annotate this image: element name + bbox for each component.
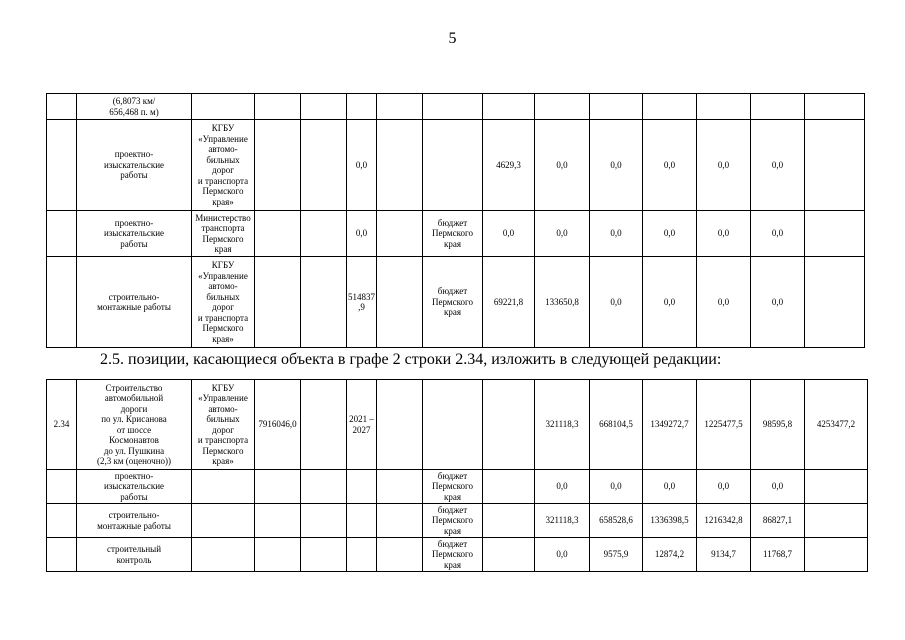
table-cell-c9: 4629,3 xyxy=(483,120,535,211)
table-cell-c10 xyxy=(535,94,590,120)
table-cell-num xyxy=(47,538,77,572)
table-cell-c4 xyxy=(255,120,301,211)
table-cell-c7 xyxy=(377,257,423,348)
table-cell-source xyxy=(423,120,483,211)
table-cell-c6 xyxy=(347,504,377,538)
table-row xyxy=(47,470,868,504)
table-cell-c15 xyxy=(805,257,865,348)
table-cell-source: бюджет Пермского края xyxy=(423,470,483,504)
table-cell-c6 xyxy=(347,94,377,120)
table-cell-c12: 12874,2 xyxy=(643,538,697,572)
table-row xyxy=(47,380,868,470)
section-heading: 2.5. позиции, касающиеся объекта в графе 2 строки 2.34, изложить в следующей редакции: xyxy=(100,351,722,368)
table-cell-source: бюджет Пермского края xyxy=(423,504,483,538)
table-cell-executor xyxy=(192,470,255,504)
table-row xyxy=(47,538,868,572)
table-cell-c11: 0,0 xyxy=(590,470,643,504)
table-cell-c7 xyxy=(377,211,423,257)
table-cell-c7 xyxy=(377,504,423,538)
table-cell-c15: 4253477,2 xyxy=(805,380,868,470)
table-cell-executor: КГБУ «Управление автомо- бильных дорог и транспорта Пермского края» xyxy=(192,380,255,470)
table-cell-name: проектно- изыскательские работы xyxy=(77,120,192,211)
table-cell-c10: 133650,8 xyxy=(535,257,590,348)
table-cell-name: проектно- изыскательские работы xyxy=(77,211,192,257)
table-cell-c5 xyxy=(301,470,347,504)
table-cell-c12: 1349272,7 xyxy=(643,380,697,470)
table-row xyxy=(47,211,865,257)
table-cell-c10: 321118,3 xyxy=(535,504,590,538)
table-cell-c15 xyxy=(805,504,868,538)
table-cell-c9 xyxy=(483,504,535,538)
table-cell-c4 xyxy=(255,94,301,120)
table-cell-c11: 9575,9 xyxy=(590,538,643,572)
table-cell-c4 xyxy=(255,257,301,348)
table-cell-c9 xyxy=(483,470,535,504)
table-cell-name: (6,8073 км/ 656,468 п. м) xyxy=(77,94,192,120)
table-cell-executor xyxy=(192,538,255,572)
table-cell-c13: 0,0 xyxy=(697,211,751,257)
table-cell-c6: 0,0 xyxy=(347,120,377,211)
table-cell-c12: 1336398,5 xyxy=(643,504,697,538)
table-cell-c5 xyxy=(301,211,347,257)
table-cell-c13 xyxy=(697,94,751,120)
table-cell-c4: 7916046,0 xyxy=(255,380,301,470)
table-cell-c10: 321118,3 xyxy=(535,380,590,470)
table-cell-c7 xyxy=(377,538,423,572)
table-cell-num xyxy=(47,211,77,257)
table-cell-c11: 0,0 xyxy=(590,120,643,211)
table-cell-c6: 2021 – 2027 xyxy=(347,380,377,470)
table-cell-c12: 0,0 xyxy=(643,257,697,348)
table-cell-c4 xyxy=(255,504,301,538)
table-cell-c10: 0,0 xyxy=(535,470,590,504)
table-cell-name: строительно- монтажные работы xyxy=(77,257,192,348)
table-cell-c10: 0,0 xyxy=(535,211,590,257)
table-cell-num xyxy=(47,504,77,538)
table-cell-name: проектно- изыскательские работы xyxy=(77,470,192,504)
table-cell-c14: 0,0 xyxy=(751,211,805,257)
table-cell-c14: 98595,8 xyxy=(751,380,805,470)
table-cell-c5 xyxy=(301,257,347,348)
table-cell-c12: 0,0 xyxy=(643,470,697,504)
table-continuation xyxy=(46,93,865,348)
table-cell-num: 2.34 xyxy=(47,380,77,470)
table-cell-c7 xyxy=(377,120,423,211)
table-cell-num xyxy=(47,94,77,120)
table-cell-name: строительно- монтажные работы xyxy=(77,504,192,538)
table-cell-c6: 0,0 xyxy=(347,211,377,257)
table-cell-c13: 0,0 xyxy=(697,257,751,348)
table-cell-c7 xyxy=(377,380,423,470)
table-cell-c13: 9134,7 xyxy=(697,538,751,572)
table-cell-c14 xyxy=(751,94,805,120)
table-cell-c14: 0,0 xyxy=(751,470,805,504)
table-cell-executor: КГБУ «Управление автомо- бильных дорог и транспорта Пермского края» xyxy=(192,120,255,211)
table-cell-c5 xyxy=(301,380,347,470)
table-cell-c7 xyxy=(377,94,423,120)
table-cell-executor: КГБУ «Управление автомо- бильных дорог и транспорта Пермского края» xyxy=(192,257,255,348)
table-cell-source: бюджет Пермского края xyxy=(423,211,483,257)
table-cell-c13: 1216342,8 xyxy=(697,504,751,538)
table-cell-c11: 668104,5 xyxy=(590,380,643,470)
table-cell-c6 xyxy=(347,470,377,504)
table-cell-c4 xyxy=(255,211,301,257)
table-row xyxy=(47,504,868,538)
table-row xyxy=(47,94,865,120)
table-cell-c14: 0,0 xyxy=(751,257,805,348)
table-cell-source xyxy=(423,380,483,470)
table-cell-c5 xyxy=(301,538,347,572)
table-cell-num xyxy=(47,470,77,504)
table-cell-c15 xyxy=(805,94,865,120)
table-cell-source: бюджет Пермского края xyxy=(423,538,483,572)
table-cell-c15 xyxy=(805,120,865,211)
table-row xyxy=(47,120,865,211)
table-cell-c12: 0,0 xyxy=(643,211,697,257)
table-cell-executor xyxy=(192,504,255,538)
table-cell-executor: Министерство транспорта Пермского края xyxy=(192,211,255,257)
table-cell-c10: 0,0 xyxy=(535,538,590,572)
table-cell-c9: 69221,8 xyxy=(483,257,535,348)
page-number: 5 xyxy=(448,30,457,47)
table-cell-c15 xyxy=(805,211,865,257)
table-cell-c7 xyxy=(377,470,423,504)
table-cell-c11: 0,0 xyxy=(590,211,643,257)
table-cell-c14: 0,0 xyxy=(751,120,805,211)
table-cell-source xyxy=(423,94,483,120)
table-cell-c11: 0,0 xyxy=(590,257,643,348)
table-cell-c6 xyxy=(347,538,377,572)
table-cell-c13: 0,0 xyxy=(697,120,751,211)
table-row xyxy=(47,257,865,348)
table-cell-c12 xyxy=(643,94,697,120)
table-cell-c4 xyxy=(255,538,301,572)
table-cell-c13: 1225477,5 xyxy=(697,380,751,470)
table-cell-name: Строительство автомобильной дороги по ул. Крисанова от шоссе Космонавтов до ул. Пушкина (2,3 км (оценочно)) xyxy=(77,380,192,470)
table-cell-c10: 0,0 xyxy=(535,120,590,211)
table-object-2-34 xyxy=(46,379,868,572)
table-cell-num xyxy=(47,120,77,211)
table-cell-c5 xyxy=(301,94,347,120)
table-cell-c15 xyxy=(805,470,868,504)
table-cell-c9 xyxy=(483,380,535,470)
table-cell-c14: 86827,1 xyxy=(751,504,805,538)
table-cell-c9 xyxy=(483,94,535,120)
table-cell-c11: 658528,6 xyxy=(590,504,643,538)
table-cell-c5 xyxy=(301,120,347,211)
table-cell-c13: 0,0 xyxy=(697,470,751,504)
table-cell-name: строительный контроль xyxy=(77,538,192,572)
table-cell-c6: 514837,9 xyxy=(347,257,377,348)
table-cell-c11 xyxy=(590,94,643,120)
table-cell-executor xyxy=(192,94,255,120)
table-cell-c9: 0,0 xyxy=(483,211,535,257)
table-cell-c4 xyxy=(255,470,301,504)
table-cell-c15 xyxy=(805,538,868,572)
table-cell-num xyxy=(47,257,77,348)
table-cell-c12: 0,0 xyxy=(643,120,697,211)
table-cell-c9 xyxy=(483,538,535,572)
table-cell-source: бюджет Пермского края xyxy=(423,257,483,348)
table-cell-c14: 11768,7 xyxy=(751,538,805,572)
table-cell-c5 xyxy=(301,504,347,538)
